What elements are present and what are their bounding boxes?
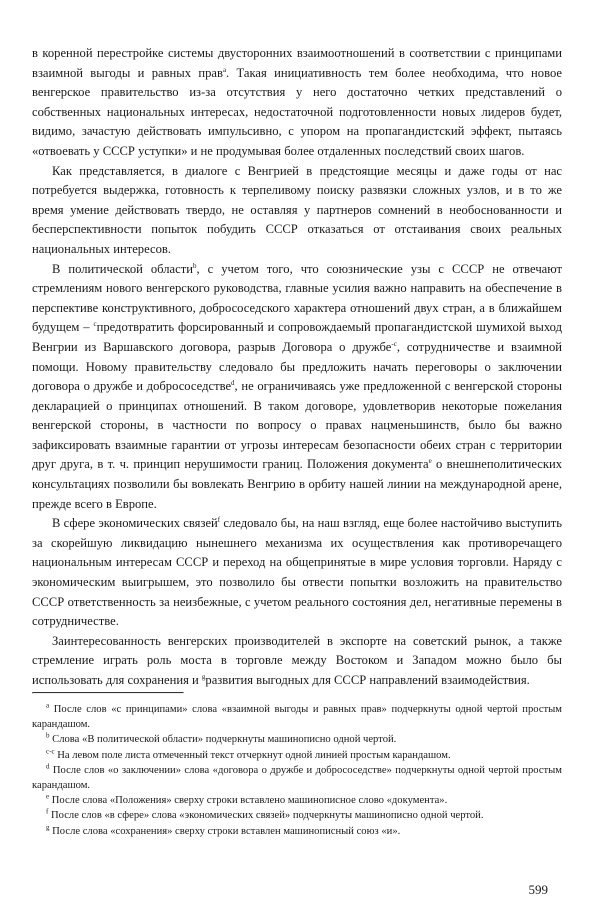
footnote-text: Слова «В политической области» подчеркнуты машинописно одной чертой. — [52, 734, 397, 746]
footnote-mark: f — [46, 807, 49, 816]
footnote-mark: e — [46, 792, 50, 801]
text-run: , с учетом того, что союзнические узы с СССР не отвечают стремлениям нового венгерского руководства, главные усилия важно направить на обеспечение в перспективе конструктивного, добрососедского характера отношений двух стран, а в ближайшем будущем – — [32, 261, 562, 335]
page-number: 599 — [528, 882, 548, 897]
footnote-text: На левом поле листа отмеченный текст отчеркнут одной линией простым карандашом. — [57, 749, 451, 761]
footnote — [32, 702, 562, 732]
text-run: развития выгодных для СССР направлений взаимодействия. — [205, 673, 530, 687]
text-run: В политической области — [52, 261, 193, 276]
footnote-mark: c-c — [46, 747, 55, 756]
footnote — [32, 808, 562, 823]
footnote-marker: a — [222, 65, 227, 74]
paragraph — [32, 162, 562, 260]
text-run: в коренной перестройке системы двусторонних взаимоотношений в соответствии с принципами взаимной выгоды и равных прав — [32, 46, 562, 80]
text-run: В сфере экономических связей — [52, 516, 218, 531]
paragraph — [32, 632, 562, 691]
footnote — [32, 793, 562, 808]
footnote-marker: e — [428, 457, 432, 466]
text-run: , сотрудничестве и взаимной помощи. Новому правительству следовало бы предложить начать переговоры о заключении договора о дружбе и добрососедстве — [32, 339, 562, 394]
footnote-text: После слов «с принципами» слова «взаимной выгоды и равных прав» подчеркнуты одной чертой простым карандашом. — [32, 704, 562, 731]
footnote-divider — [32, 692, 184, 694]
footnote-mark: a — [46, 701, 50, 710]
document-page — [32, 44, 563, 897]
paragraph — [32, 44, 562, 162]
main-text — [32, 44, 562, 691]
footnote — [32, 824, 562, 839]
footnote — [32, 763, 562, 793]
footnote-text: После слова «Положения» сверху строки вставлено машинописное слово «документа». — [51, 795, 448, 807]
footnote — [32, 748, 562, 763]
text-run: Как представляется, в диалоге с Венгрией в предстоящие месяцы и даже годы от нас потребуется выдержка, готовность к терпеливому поиску развязки сложных узлов, и в то же время умение действовать твердо, не оставляя у партнеров сомнений в необоснованности и бесперспективности попыток побудить СССР отказаться от отстаивания своих реальных национальных интересов. — [32, 163, 562, 256]
footnote-marker: -c — [391, 339, 397, 348]
footnote-text: После слова «сохранения» сверху строки вставлен машинописный союз «и». — [52, 825, 401, 837]
footnote-marker: c — [93, 320, 97, 329]
footnote-mark: d — [46, 762, 50, 771]
footnote-mark: b — [46, 731, 50, 740]
text-run: Заинтересованность венгерских производителей в экспорте на советский рынок, а также стремление играть роль моста в торговле между Востоком и Западом можно было бы использовать для сохранения и — [32, 633, 562, 687]
footnote-text: После слов «в сфере» слова «экономических связей» подчеркнуты машинописно одной чертой. — [51, 810, 484, 822]
text-run: . Такая инициативность тем более необходима, что новое венгерское правительство из-за отсутствия у него достаточно четких представлений о собственных национальных интересах, недостаточной подготовленности новых лидеров будет, видимо, зачастую действовать импульсивно, с упором на пропагандистский эффект, пытаясь «отвоевать у СССР уступки» и не продумывая более отдаленных последствий своих шагов. — [32, 65, 562, 158]
text-run: предотвратить форсированный и сопровождаемый пропагандистской шумихой выход Венгрии из Варшавского договора, разрыв Договора о дружбе — [32, 320, 562, 354]
text-run: следовало бы, на наш взгляд, еще более настойчиво выступить за скорейшую ликвидацию нынешнего механизма их осуществления как противоречащего национальным интересам СССР и переход на общепринятые в мире условия торговли. Наряду с экономическим выигрышем, это позволило бы отвести попытки возложить на правительство СССР ответственность за неизбежные, с учетом реального состояния дел, негативные перемены в сотрудничестве. — [32, 516, 562, 629]
paragraph — [32, 514, 562, 632]
text-run: , не ограничиваясь уже предложенной с венгерской стороны декларацией о принципах отношений. В таком договоре, удовлетворив некоторые пожелания венгерской стороны, в частности по вопросу о правах нацменьшинств, было бы важно зафиксировать взаимные гарантии от угрозы интересам безопасности обеих стран с территории друг друга, в т. ч. принцип нерушимости границ. Положения документа — [32, 379, 563, 472]
footnote-marker: d — [231, 378, 235, 387]
footnotes — [32, 702, 562, 839]
footnote — [32, 732, 562, 747]
footnote-text: После слов «о заключении» слова «договора о дружбе и добрососедстве» подчеркнуты одной чертой простым карандашом. — [32, 764, 562, 792]
footnote-mark: g — [46, 823, 50, 832]
footnote-marker: f — [217, 516, 221, 525]
paragraph — [32, 260, 562, 515]
footnote-marker: g — [201, 672, 206, 681]
text-run: о внешнеполитических консультациях позволили бы вовлекать Венгрию в орбиту нашей линии на международной арене, прежде всего в Европе. — [32, 457, 562, 511]
footnote-marker: b — [192, 261, 197, 270]
